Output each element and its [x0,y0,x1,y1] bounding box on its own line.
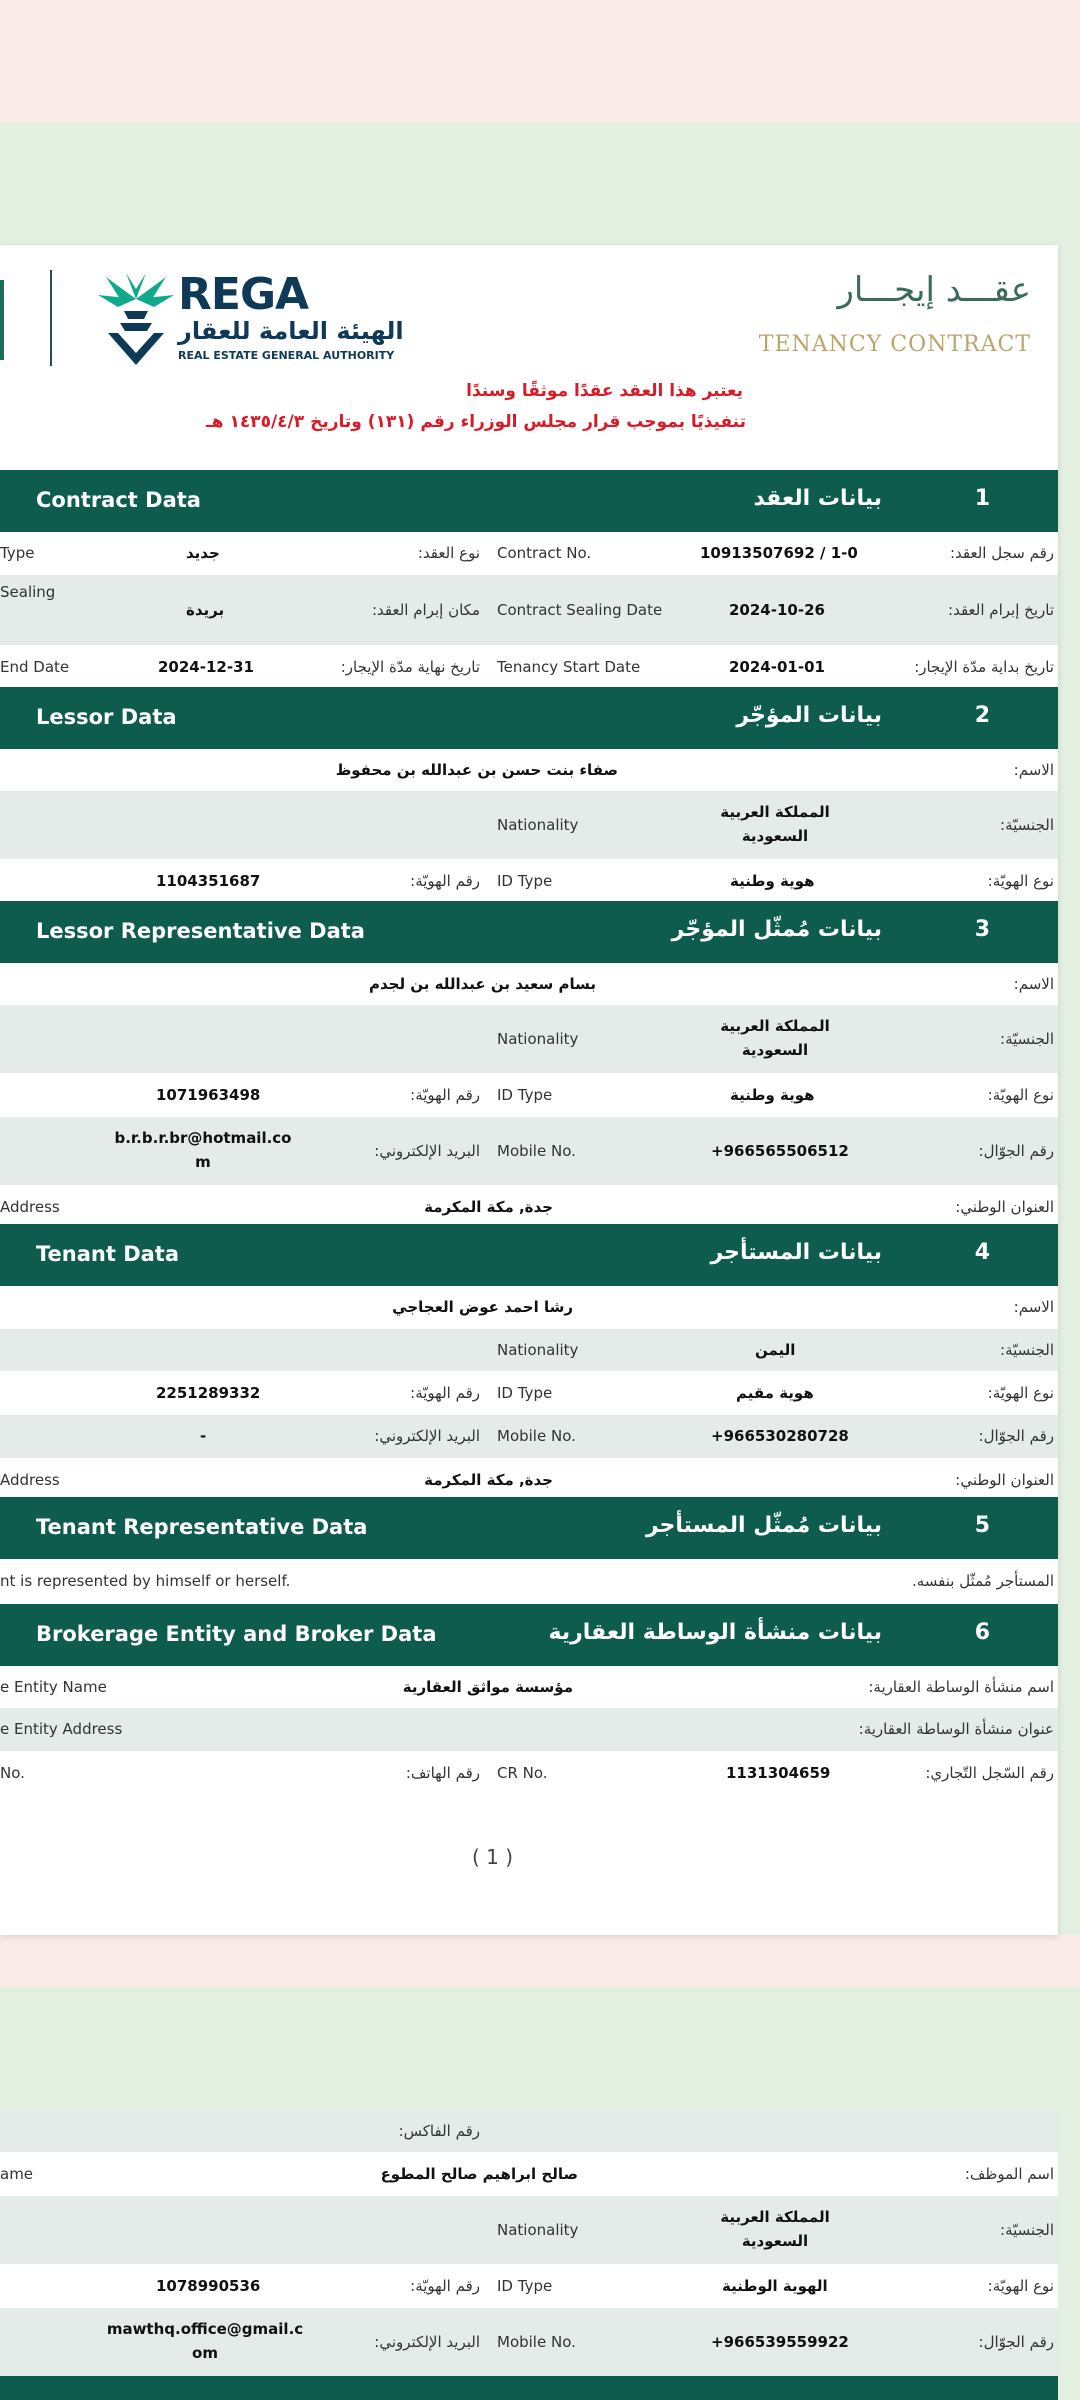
field-label-en: Contract No. [497,544,592,562]
field-label: العنوان الوطني: [955,1198,1054,1216]
field-label: رقم الجوّال: [978,1427,1054,1445]
row-lessor-id [0,859,1058,903]
row-fax [0,2110,1058,2152]
field-label-en: Nationality [497,1341,579,1359]
field-value: مؤسسة مواثق العقارية [402,1678,573,1696]
field-value: هوية مقيم [736,1384,814,1402]
field-label: رقم الهويّة: [410,1384,480,1402]
row-employee-nationality [0,2196,1058,2264]
field-value: mawthq.office@gmail.c [106,2320,304,2338]
field-label-en: Mobile No. [497,1427,576,1445]
field-label: تاريخ بداية مدّة الإيجار: [914,658,1054,676]
field-label: الاسم: [1013,975,1054,993]
section-number: 3 [974,917,990,942]
field-value: الهوية الوطنية [722,2277,828,2295]
rega-wordmark: REGA [178,269,309,320]
row-brokerage-name [0,1666,1058,1708]
section-bar-lessor-data [0,687,1058,749]
row-brokerage-address [0,1708,1058,1751]
field-value: 2024-10-26 [729,601,825,619]
row-tenancy-dates [0,645,1058,689]
section-bar-contract-data [0,470,1058,532]
section-title-ar: بيانات مُمثّل المؤجّر [671,917,882,942]
row-tenant-id [0,1371,1058,1415]
field-label: رقم الهويّة: [410,872,480,890]
field-label: الجنسيّة: [1000,816,1054,834]
field-label-en: CR No. [497,1764,548,1782]
field-label-en: Mobile No. [497,2333,576,2351]
row-employee [0,2152,1058,2196]
field-label: عنوان منشأة الوساطة العقارية: [858,1720,1054,1738]
partner-logo-edge [0,280,4,360]
section-title-ar: بيانات المستأجر [710,1240,882,1265]
field-label: تاريخ إبرام العقد: [948,601,1054,619]
field-value: المملكة العربية [720,803,830,821]
section-title-en: Brokerage Entity and Broker Data [36,1622,437,1646]
contract-title-ar: عقـــد إيجـــار [837,270,1031,310]
row-tenant-nationality [0,1329,1058,1371]
field-label-en: Nationality [497,1030,579,1048]
notarized-notice-line1: يعتبر هذا العقد عقدًا موثقًا وسندًا [466,381,743,401]
field-label: البريد الإلكتروني: [374,1142,480,1160]
row-lessor-name [0,749,1058,791]
row-lessor-rep-address [0,1185,1058,1229]
row-lessor-rep-id [0,1073,1058,1117]
field-value: بسام سعيد بن عبدالله بن لجدم [368,975,596,993]
field-label-en: ame [0,2165,34,2183]
row-sealing [0,575,1058,645]
row-lessor-nationality [0,791,1058,859]
field-value: 1131304659 [726,1764,831,1782]
field-label-en: End Date [0,658,70,676]
field-label-en: e Entity Name [0,1678,107,1696]
field-label: الجنسيّة: [1000,1341,1054,1359]
field-label: العنوان الوطني: [955,1471,1054,1489]
field-label: نوع الهويّة: [987,2277,1054,2295]
field-label-en: Address [0,1471,60,1489]
section-number: 2 [974,703,990,728]
field-label-en: ID Type [497,1086,553,1104]
field-value: السعودية [741,1041,809,1059]
next-section-bar [0,2376,1058,2400]
rega-arabic-name: الهيئة العامة للعقار [178,317,404,345]
field-value: صفاء بنت حسن بن عبدالله بن محفوظ [335,761,618,779]
field-value: جديد [186,544,220,562]
field-label-en: ID Type [497,872,553,890]
section-title-en: Lessor Representative Data [36,919,365,943]
section-bar-tenant-rep [0,1497,1058,1559]
field-value: صالح ابراهيم صالح المطوع [380,2165,578,2183]
field-label: رقم الجوّال: [978,1142,1054,1160]
field-value: +966539559922 [711,2333,849,2351]
field-value: 2024-01-01 [729,658,825,676]
row-tenant-contact [0,1415,1058,1458]
field-label: مكان إبرام العقد: [371,601,480,619]
contract-page-1 [0,245,1058,1935]
field-value: 10913507692 / 1-0 [700,544,858,562]
row-lessor-rep-nationality [0,1005,1058,1073]
section-title-ar: بيانات العقد [753,486,882,511]
field-value: اليمن [755,1341,796,1359]
rega-logo [96,269,436,369]
field-label-en: e Entity Address [0,1720,123,1738]
contract-page-2 [0,2110,1058,2400]
field-label: الجنسيّة: [1000,1030,1054,1048]
section-number: 4 [974,1240,990,1265]
field-label: المستأجر مُمثّل بنفسه. [911,1572,1054,1590]
section-title-en: Tenant Data [36,1242,180,1266]
field-label: البريد الإلكتروني: [374,1427,480,1445]
contract-title-en: TENANCY CONTRACT [758,332,1031,357]
field-value: 1071963498 [156,1086,261,1104]
field-label-en: Mobile No. [497,1142,576,1160]
section-number: 1 [974,486,990,511]
field-label: رقم الفاكس: [398,2122,480,2140]
field-value: بريدة [186,601,225,619]
field-value: السعودية [741,827,809,845]
row-contract-no [0,532,1058,575]
field-label-en: ID Type [497,1384,553,1402]
field-label: نوع الهويّة: [987,872,1054,890]
field-label: رقم السّجل التّجاري: [925,1764,1054,1782]
section-bar-brokerage [0,1604,1058,1666]
row-tenant-address [0,1458,1058,1502]
section-number: 6 [974,1620,990,1645]
field-label-en: Tenancy Start Date [497,658,641,676]
field-label-en: Type [0,544,35,562]
field-label: الجنسيّة: [1000,2221,1054,2239]
field-label: اسم منشأة الوساطة العقارية: [868,1678,1054,1696]
field-label: رقم سجل العقد: [949,544,1054,562]
field-label: نوع الهويّة: [987,1086,1054,1104]
field-label-en: No. [0,1764,25,1782]
field-label-en: nt is represented by himself or herself. [0,1572,291,1590]
row-lessor-rep-contact [0,1117,1058,1185]
field-label-en: ID Type [497,2277,553,2295]
field-value: 1078990536 [156,2277,261,2295]
field-label: اسم الموظف: [964,2165,1054,2183]
field-label: الاسم: [1013,1298,1054,1316]
field-value: هوية وطنية [730,1086,815,1104]
field-value: - [200,1427,207,1445]
field-label-en: Sealing [0,583,56,601]
field-value: b.r.b.r.br@hotmail.co [114,1129,292,1147]
field-value: +966565506512 [711,1142,849,1160]
section-number: 5 [974,1513,990,1538]
field-value: 2251289332 [156,1384,261,1402]
field-value: المملكة العربية [720,2208,830,2226]
field-label-en: Nationality [497,2221,579,2239]
field-value: رشا احمد عوض العجاجي [392,1298,573,1316]
section-title-ar: بيانات مُمثّل المستأجر [645,1513,882,1538]
rega-english-name: REAL ESTATE GENERAL AUTHORITY [178,349,395,362]
row-tenant-rep-note [0,1559,1058,1604]
field-label: رقم الهاتف: [405,1764,480,1782]
row-lessor-rep-name [0,963,1058,1005]
field-label: تاريخ نهاية مدّة الإيجار: [340,658,480,676]
field-value: المملكة العربية [720,1017,830,1035]
field-value: السعودية [741,2232,809,2250]
section-title-en: Lessor Data [36,705,177,729]
field-value: جدة, مكة المكرمة [424,1471,553,1489]
field-label: نوع العقد: [417,544,480,562]
row-employee-contact [0,2308,1058,2376]
notarized-notice-line2: تنفيذيًا بموجب قرار مجلس الوزراء رقم (١٣١) وتاريخ ١٤٣٥/٤/٣ هـ [205,412,746,432]
field-label-en: Nationality [497,816,579,834]
section-title-ar: بيانات المؤجّر [736,703,882,728]
field-label: رقم الهويّة: [410,2277,480,2295]
field-label: رقم الجوّال: [978,2333,1054,2351]
field-value: om [192,2344,218,2362]
section-title-en: Contract Data [36,488,201,512]
row-brokerage-cr [0,1751,1058,1795]
section-title-ar: بيانات منشأة الوساطة العقارية [548,1620,882,1645]
logo-divider [50,270,52,366]
field-value: هوية وطنية [730,872,815,890]
field-label-en: Address [0,1198,60,1216]
field-value: جدة, مكة المكرمة [424,1198,553,1216]
field-label: رقم الهويّة: [410,1086,480,1104]
row-tenant-name [0,1286,1058,1329]
field-label: البريد الإلكتروني: [374,2333,480,2351]
section-title-en: Tenant Representative Data [36,1515,368,1539]
field-label: نوع الهويّة: [987,1384,1054,1402]
field-value: 1104351687 [156,872,261,890]
field-value: m [195,1153,211,1171]
field-label-en: Contract Sealing Date [497,601,663,619]
page-number: ( 1 ) [472,1845,514,1869]
rega-palm-icon [96,269,176,367]
section-bar-tenant-data [0,1224,1058,1286]
field-label: الاسم: [1013,761,1054,779]
section-bar-lessor-rep [0,901,1058,963]
field-value: +966530280728 [711,1427,849,1445]
row-employee-id [0,2264,1058,2308]
field-value: 2024-12-31 [158,658,254,676]
